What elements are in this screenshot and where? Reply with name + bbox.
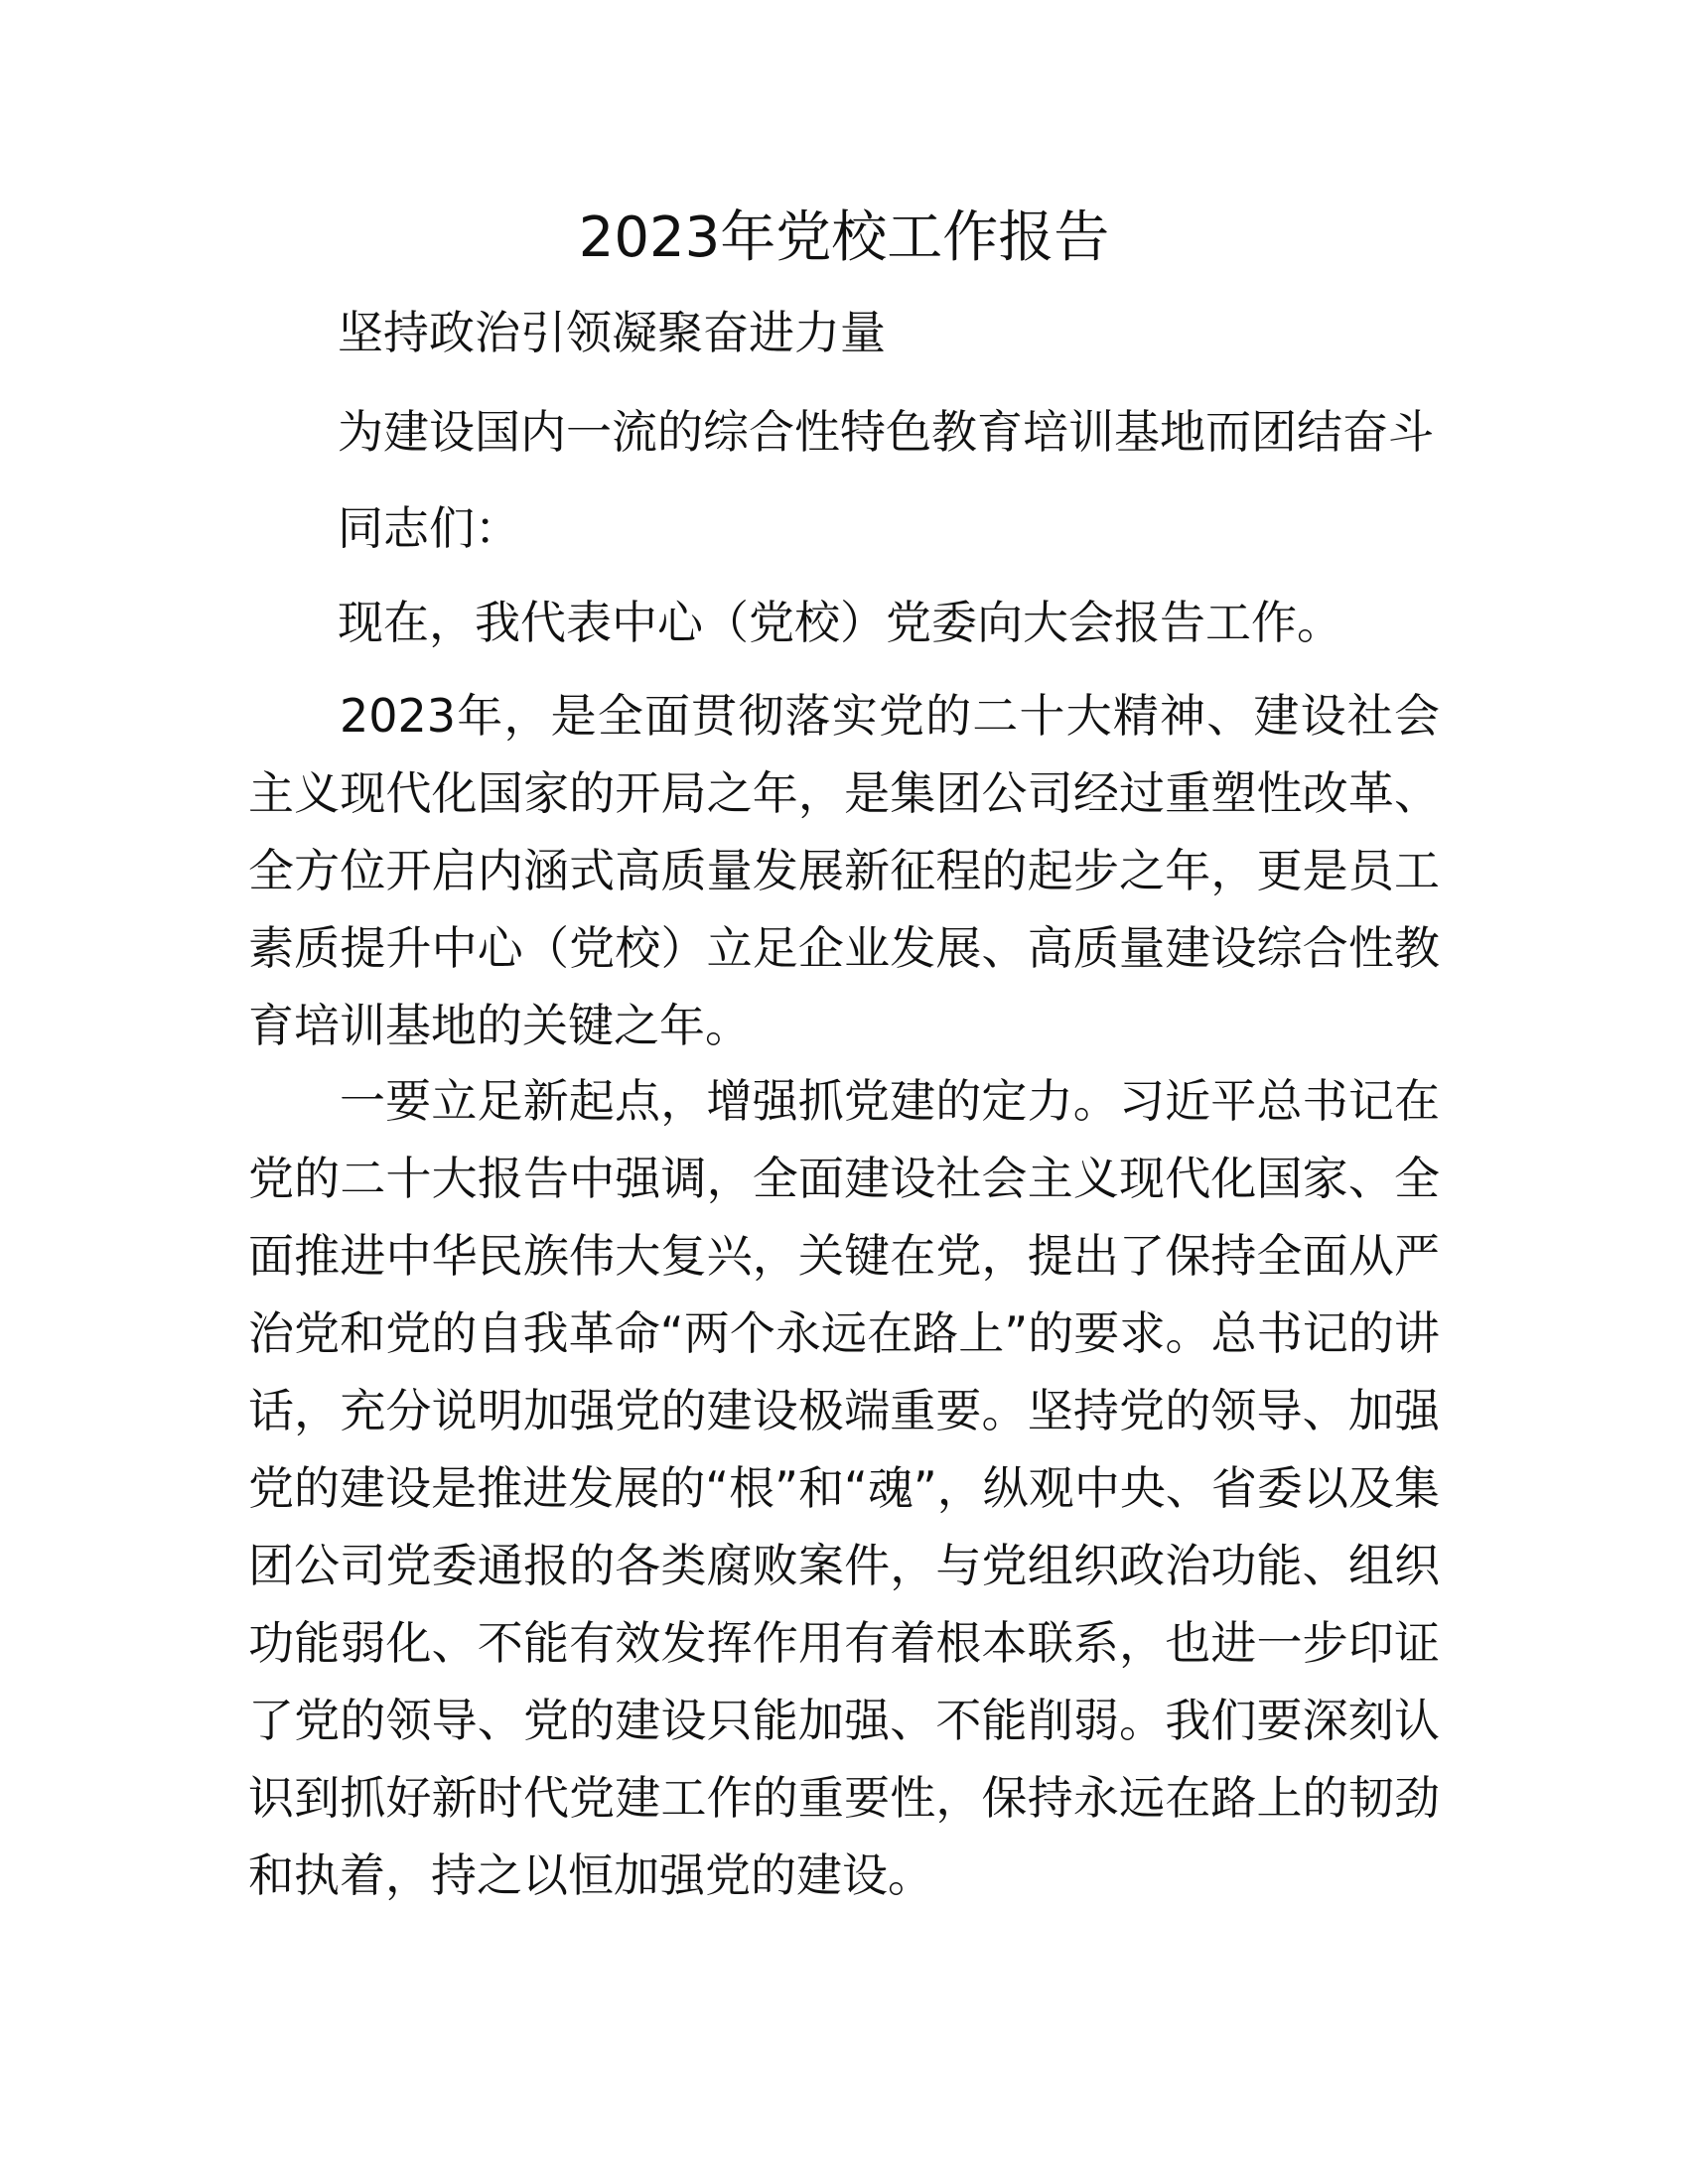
opening-statement: 现在，我代表中心（党校）党委向大会报告工作。 bbox=[338, 596, 1342, 649]
document-title: 2023年党校工作报告 bbox=[578, 205, 1110, 270]
subtitle-political-leadership: 坚持政治引领凝聚奋进力量 bbox=[338, 306, 886, 359]
subtitle-training-base: 为建设国内一流的综合性特色教育培训基地而团结奋斗 bbox=[338, 405, 1434, 459]
salutation: 同志们： bbox=[338, 501, 520, 555]
paragraph-2023-overview: 2023年，是全面贯彻落实党的二十大精神、建设社会主义现代化国家的开局之年，是集团公司经过重塑性改革、全方位开启内涵式高质量发展新征程的起步之年，更是员工素质提升中心（党校）立足企业发展、高质量建设综合性教育培训基地的关键之年。 bbox=[248, 689, 1440, 1052]
paragraph-party-building: 一要立足新起点，增强抓党建的定力。习近平总书记在党的二十大报告中强调，全面建设社会主义现代化国家、全面推进中华民族伟大复兴，关键在党，提出了保持全面从严治党和党的自我革命“两个永远在路上”的要求。总书记的讲话，充分说明加强党的建设极端重要。坚持党的领导、加强党的建设是推进发展的“根”和“魂”，纵观中央、省委以及集团公司党委通报的各类腐败案件，与党组织政治功能、组织功能弱化、不能有效发挥作用有着根本联系，也进一步印证了党的领导、党的建设只能加强、不能削弱。我们要深刻认识到抓好新时代党建工作的重要性，保持永远在路上的韧劲和执着，持之以恒加强党的建设。 bbox=[248, 1074, 1440, 1902]
